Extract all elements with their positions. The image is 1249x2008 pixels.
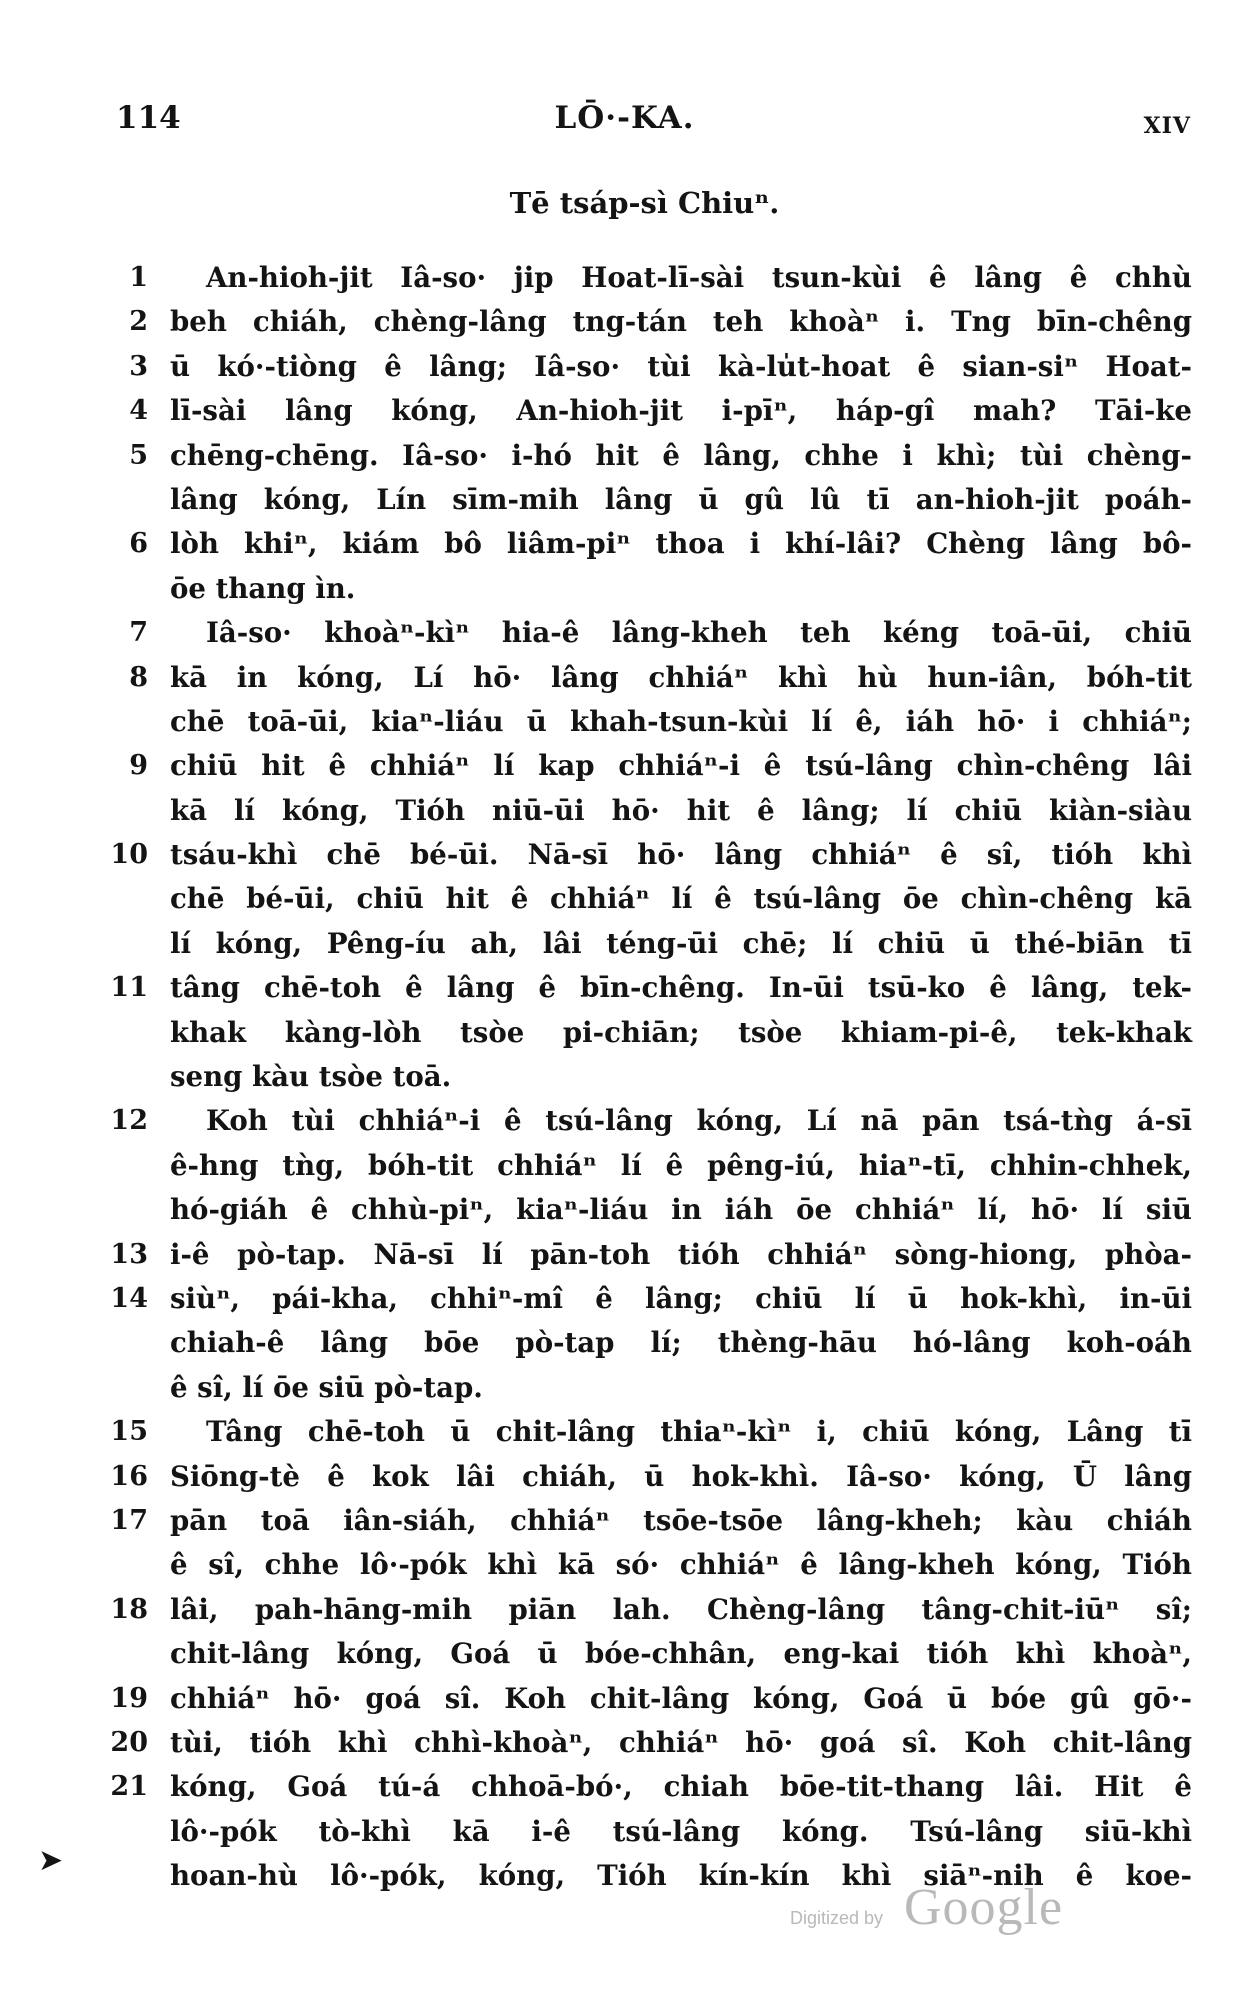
- verse-number: 20: [110, 1726, 148, 1758]
- text-line: [0, 258, 1249, 302]
- verse-number: 21: [110, 1771, 148, 1803]
- text-line: [0, 746, 1249, 790]
- line-text: hoan-hù lô·-pók, kóng, Tióh kín-kín khì siāⁿ-nih ê koe-: [170, 1859, 1192, 1893]
- verse-number: 14: [110, 1282, 148, 1314]
- verse-number: 18: [110, 1593, 148, 1625]
- line-text: kā lí kóng, Tióh niū-ūi hō· hit ê lâng; lí chiū kiàn-siàu: [170, 793, 1192, 827]
- running-title: LŌ·-KA.: [554, 100, 695, 136]
- line-text: chē bé-ūi, chiū hit ê chhiáⁿ lí ê tsú-lâng ōe chìn-chêng kā: [170, 882, 1192, 916]
- line-text: chhiáⁿ hō· goá sî. Koh chit-lâng kóng, Goá ū bóe gû gō·-: [170, 1681, 1192, 1715]
- text-line: [0, 1013, 1249, 1057]
- line-text: ê sî, lí ōe siū pò-tap.: [170, 1370, 483, 1404]
- verse-number: 7: [129, 617, 148, 649]
- line-text: i-ê pò-tap. Nā-sī lí pān-toh tióh chhiáⁿ sòng-hiong, phòa-: [170, 1237, 1192, 1271]
- text-line: [0, 702, 1249, 746]
- verse-number: 16: [110, 1460, 148, 1492]
- line-text: siùⁿ, pái-kha, chhiⁿ-mî ê lâng; chiū lí ū hok-khì, in-ūi: [170, 1281, 1192, 1315]
- text-line: [0, 835, 1249, 879]
- text-line: [0, 302, 1249, 346]
- text-line: [0, 1279, 1249, 1323]
- line-text: lâi, pah-hāng-mih piān lah. Chèng-lâng tâng-chit-iūⁿ sî;: [170, 1592, 1192, 1626]
- text-line: [0, 1457, 1249, 1501]
- line-text: chiū hit ê chhiáⁿ lí kap chhiáⁿ-i ê tsú-lâng chìn-chêng lâi: [170, 749, 1192, 783]
- line-text: tùi, tióh khì chhì-khoàⁿ, chhiáⁿ hō· goá sî. Koh chit-lâng: [170, 1725, 1192, 1759]
- verse-number: 6: [129, 528, 148, 560]
- text-line: [0, 1323, 1249, 1367]
- text-line: [0, 1235, 1249, 1279]
- line-text: Iâ-so· khoàⁿ-kìⁿ hia-ê lâng-kheh teh kéng toā-ūi, chiū: [206, 616, 1192, 650]
- verse-number: 3: [129, 350, 148, 382]
- verse-number: 13: [110, 1238, 148, 1270]
- line-text: tsáu-khì chē bé-ūi. Nā-sī hō· lâng chhiáⁿ ê sî, tióh khì: [170, 838, 1192, 872]
- text-line: [0, 1590, 1249, 1634]
- line-text: khak kàng-lòh tsòe pi-chiān; tsòe khiam-pi-ê, tek-khak: [170, 1015, 1192, 1049]
- text-line: [0, 1190, 1249, 1234]
- text-line: [0, 524, 1249, 568]
- text-line: [0, 1368, 1249, 1412]
- verse-number: 2: [129, 306, 148, 338]
- line-text: lòh khiⁿ, kiám bô liâm-piⁿ thoa i khí-lâi? Chèng lâng bô-: [170, 527, 1192, 561]
- text-line: [0, 1101, 1249, 1145]
- text-line: [0, 1501, 1249, 1545]
- line-text: tâng chē-toh ê lâng ê bīn-chêng. In-ūi tsū-ko ê lâng, tek-: [170, 971, 1192, 1005]
- text-line: [0, 879, 1249, 923]
- watermark-google-text: Google: [904, 1879, 1064, 1936]
- text-line: [0, 924, 1249, 968]
- verse-number: 15: [110, 1416, 148, 1448]
- text-line: [0, 1812, 1249, 1856]
- text-line: [0, 1723, 1249, 1767]
- line-text: chit-lâng kóng, Goá ū bóe-chhân, eng-kai tióh khì khoàⁿ,: [170, 1637, 1192, 1671]
- verse-number: 1: [129, 262, 148, 293]
- text-line: [0, 1545, 1249, 1589]
- line-text: beh chiáh, chèng-lâng tng-tán teh khoàⁿ i. Tng bīn-chêng: [170, 305, 1192, 339]
- verse-number: 10: [110, 839, 148, 871]
- text-line: [0, 569, 1249, 613]
- verse-number: 12: [110, 1105, 148, 1137]
- text-line: [0, 613, 1249, 657]
- line-text: kā in kóng, Lí hō· lâng chhiáⁿ khì hù hun-iân, bóh-tit: [170, 660, 1192, 694]
- line-text: lâng kóng, Lín sīm-mih lâng ū gû lû tī an-hioh-jit poáh-: [170, 482, 1192, 516]
- verse-text-block: [0, 258, 1249, 1900]
- line-text: chē toā-ūi, kiaⁿ-liáu ū khah-tsun-kùi lí ê, iáh hō· i chhiáⁿ;: [170, 704, 1192, 738]
- line-text: chiah-ê lâng bōe pò-tap lí; thèng-hāu hó-lâng koh-oáh: [170, 1326, 1192, 1360]
- line-text: An-hioh-jit Iâ-so· jip Hoat-lī-sài tsun-kùi ê lâng ê chhù: [206, 261, 1192, 294]
- verse-number: 9: [129, 750, 148, 782]
- line-text: pān toā iân-siáh, chhiáⁿ tsōe-tsōe lâng-kheh; kàu chiáh: [170, 1503, 1192, 1537]
- verse-number: 17: [110, 1504, 148, 1536]
- margin-pointer-icon: ➤: [38, 1843, 64, 1878]
- text-line: [0, 436, 1249, 480]
- text-line: [0, 347, 1249, 391]
- text-line: [0, 658, 1249, 702]
- page-number: 114: [116, 100, 181, 136]
- text-line: [0, 968, 1249, 1012]
- line-text: ōe thang ìn.: [170, 571, 356, 605]
- watermark-small-text: Digitized by: [790, 1908, 884, 1928]
- line-text: lī-sài lâng kóng, An-hioh-jit i-pīⁿ, háp-gî mah? Tāi-ke: [170, 394, 1192, 428]
- text-line: [0, 391, 1249, 435]
- verse-number: 8: [129, 661, 148, 693]
- verse-number: 5: [129, 439, 148, 471]
- verse-number: 4: [129, 395, 148, 427]
- text-line: [0, 1057, 1249, 1101]
- line-text: ê-hng tǹg, bóh-tit chhiáⁿ lí ê pêng-iú, hiaⁿ-tī, chhin-chhek,: [170, 1148, 1192, 1182]
- text-line: [0, 1146, 1249, 1190]
- text-line: [0, 791, 1249, 835]
- section-title: Tē tsáp-sì Chiuⁿ.: [509, 186, 780, 220]
- chapter-roman-numeral: XIV: [1143, 113, 1191, 139]
- line-text: seng kàu tsòe toā.: [170, 1060, 452, 1094]
- line-text: chēng-chēng. Iâ-so· i-hó hit ê lâng, chhe i khì; tùi chèng-: [170, 438, 1192, 472]
- line-text: Tâng chē-toh ū chit-lâng thiaⁿ-kìⁿ i, chiū kóng, Lâng tī: [206, 1415, 1192, 1449]
- line-text: lí kóng, Pêng-íu ah, lâi téng-ūi chē; lí chiū ū thé-biān tī: [170, 926, 1192, 960]
- line-text: ū kó·-tiòng ê lâng; Iâ-so· tùi kà-lu̍t-hoat ê sian-siⁿ Hoat-: [170, 349, 1192, 383]
- verse-number: 19: [110, 1682, 148, 1714]
- verse-number: 11: [110, 972, 148, 1004]
- line-text: lô·-pók tò-khì kā i-ê tsú-lâng kóng. Tsú-lâng siū-khì: [170, 1814, 1192, 1848]
- text-line: [0, 1412, 1249, 1456]
- line-text: hó-giáh ê chhù-piⁿ, kiaⁿ-liáu in iáh ōe chhiáⁿ lí, hō· lí siū: [170, 1193, 1192, 1227]
- text-line: [0, 1634, 1249, 1678]
- text-line: [0, 1767, 1249, 1811]
- text-line: [0, 1679, 1249, 1723]
- text-line: [0, 480, 1249, 524]
- line-text: Siōng-tè ê kok lâi chiáh, ū hok-khì. Iâ-so· kóng, Ū lâng: [170, 1459, 1192, 1493]
- line-text: Koh tùi chhiáⁿ-i ê tsú-lâng kóng, Lí nā pān tsá-tǹg á-sī: [206, 1104, 1192, 1138]
- line-text: kóng, Goá tú-á chhoā-bó·, chiah bōe-tit-thang lâi. Hit ê: [170, 1770, 1192, 1804]
- line-text: ê sî, chhe lô·-pók khì kā só· chhiáⁿ ê lâng-kheh kóng, Tióh: [170, 1548, 1192, 1582]
